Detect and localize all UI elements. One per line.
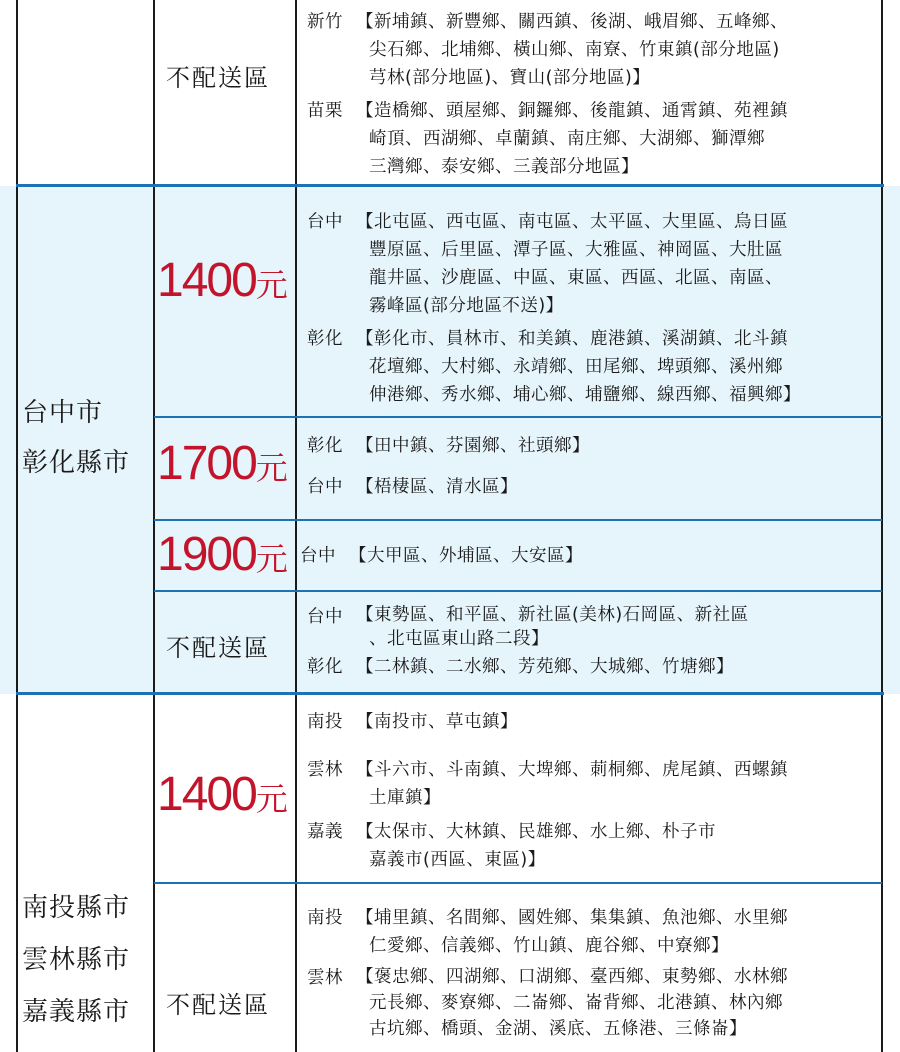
row-divider	[154, 416, 882, 418]
area-label: 彰化	[307, 657, 343, 677]
area-label: 新竹	[307, 12, 343, 32]
price-unit: 元	[255, 267, 288, 303]
section-divider	[16, 184, 884, 187]
price-value: 1900	[157, 528, 256, 581]
price-label	[157, 256, 288, 310]
area-line: 嘉義市(西區、東區)】	[369, 850, 546, 870]
area-line: 【新埔鎮、新豐鄉、關西鎮、後湖、峨眉鄉、五峰鄉、	[356, 12, 788, 32]
price-value: 1700	[157, 437, 256, 490]
area-label: 台中	[307, 477, 343, 497]
area-line: 豐原區、后里區、潭子區、大雅區、神岡區、大肚區	[369, 240, 783, 260]
area-line: 仁愛鄉、信義鄉、竹山鎮、鹿谷鄉、中寮鄉】	[369, 936, 729, 956]
area-line: 【彰化市、員林市、和美鎮、鹿港鎮、溪湖鎮、北斗鎮	[356, 329, 788, 349]
area-line: 花壇鄉、大村鄉、永靖鄉、田尾鄉、埤頭鄉、溪州鄉	[369, 357, 783, 377]
price-label	[157, 770, 288, 824]
area-label: 南投	[307, 908, 343, 928]
region-line: 彰化縣市	[22, 448, 131, 478]
area-line: 霧峰區(部分地區不送)】	[369, 296, 564, 316]
row-divider	[154, 882, 882, 884]
price-value: 1400	[157, 254, 256, 307]
area-entry-hsinchu	[307, 8, 788, 92]
area-entry-changhua	[307, 653, 734, 681]
no-delivery-label: 不配送區	[166, 634, 270, 662]
area-line: 【造橋鄉、頭屋鄉、銅鑼鄉、後龍鎮、通霄鎮、苑裡鎮	[356, 101, 788, 121]
area-line: 元長鄉、麥寮鄉、二崙鄉、崙背鄉、北港鎮、林內鄉	[369, 993, 783, 1013]
area-label: 彰化	[307, 329, 343, 349]
area-entry-changhua	[307, 325, 801, 409]
column-divider-price	[295, 0, 297, 1052]
region-line: 台中市	[22, 398, 104, 428]
region-name	[22, 882, 154, 1038]
area-label: 苗栗	[307, 101, 343, 121]
area-line: 【東勢區、和平區、新社區(美林)石岡區、新社區	[356, 605, 749, 625]
area-line: 【埔里鎮、名間鄉、國姓鄉、集集鎮、魚池鄉、水里鄉	[356, 908, 788, 928]
area-line: 【田中鎮、芬園鄉、社頭鄉】	[356, 436, 590, 456]
area-line: 土庫鎮】	[369, 788, 441, 808]
area-label: 雲林	[307, 968, 343, 988]
table-right-border	[881, 0, 883, 1052]
row-divider	[154, 519, 882, 521]
region-line: 南投縣市	[22, 893, 131, 923]
area-entry-nantou	[307, 904, 788, 960]
area-line: 【太保市、大林鎮、民雄鄉、水上鄉、朴子市	[356, 822, 716, 842]
area-line: 【梧棲區、清水區】	[356, 477, 518, 497]
area-label: 嘉義	[307, 822, 343, 842]
area-label: 台中	[307, 212, 343, 232]
area-line: 【北屯區、西屯區、南屯區、太平區、大里區、烏日區	[356, 212, 788, 232]
area-label: 彰化	[307, 436, 343, 456]
area-line: 【大甲區、外埔區、大安區】	[349, 546, 583, 566]
price-label	[157, 439, 288, 493]
area-entry-nantou	[307, 708, 518, 736]
area-entry-changhua	[307, 432, 590, 460]
area-entry-taichung	[300, 542, 583, 570]
area-entry-chiayi	[307, 818, 716, 874]
area-entry-taichung	[307, 208, 788, 320]
area-label: 雲林	[307, 760, 343, 780]
area-line: 芎林(部分地區)、寶山(部分地區)】	[369, 68, 651, 88]
area-line: 、北屯區東山路二段】	[369, 629, 549, 649]
price-unit: 元	[255, 450, 288, 486]
area-line: 【二林鎮、二水鄉、芳苑鄉、大城鄉、竹塘鄉】	[356, 657, 734, 677]
area-line: 【斗六市、斗南鎮、大埤鄉、莿桐鄉、虎尾鎮、西螺鎮	[356, 760, 788, 780]
area-label: 台中	[307, 607, 343, 627]
area-entry-miaoli	[307, 97, 788, 181]
price-label	[157, 530, 288, 584]
region-line: 雲林縣市	[22, 945, 131, 975]
no-delivery-label: 不配送區	[166, 64, 270, 92]
area-line: 古坑鄉、橋頭、金湖、溪底、五條港、三條崙】	[369, 1019, 747, 1039]
area-label: 台中	[300, 546, 336, 566]
area-entry-taichung	[307, 473, 518, 501]
area-line: 三灣鄉、泰安鄉、三義部分地區】	[369, 157, 639, 177]
region-line: 嘉義縣市	[22, 997, 131, 1027]
price-unit: 元	[255, 781, 288, 817]
area-line: 龍井區、沙鹿區、中區、東區、西區、北區、南區、	[369, 268, 783, 288]
region-name	[22, 388, 154, 488]
row-divider	[154, 590, 882, 592]
area-line: 伸港鄉、秀水鄉、埔心鄉、埔鹽鄉、線西鄉、福興鄉】	[369, 385, 801, 405]
area-entry-taichung	[307, 603, 749, 651]
area-entry-yunlin	[307, 756, 788, 812]
area-line: 尖石鄉、北埔鄉、橫山鄉、南寮、竹東鎮(部分地區)	[369, 40, 780, 60]
area-line: 【褒忠鄉、四湖鄉、口湖鄉、臺西鄉、東勢鄉、水林鄉	[356, 967, 788, 987]
table-left-border	[16, 0, 18, 1052]
no-delivery-label: 不配送區	[166, 991, 270, 1019]
area-line: 【南投市、草屯鎮】	[356, 712, 518, 732]
area-line: 崎頂、西湖鄉、卓蘭鎮、南庄鄉、大湖鄉、獅潭鄉	[369, 129, 765, 149]
section-divider	[16, 692, 884, 695]
area-label: 南投	[307, 712, 343, 732]
price-unit: 元	[255, 541, 288, 577]
area-entry-yunlin	[307, 964, 788, 1042]
price-value: 1400	[157, 768, 256, 821]
